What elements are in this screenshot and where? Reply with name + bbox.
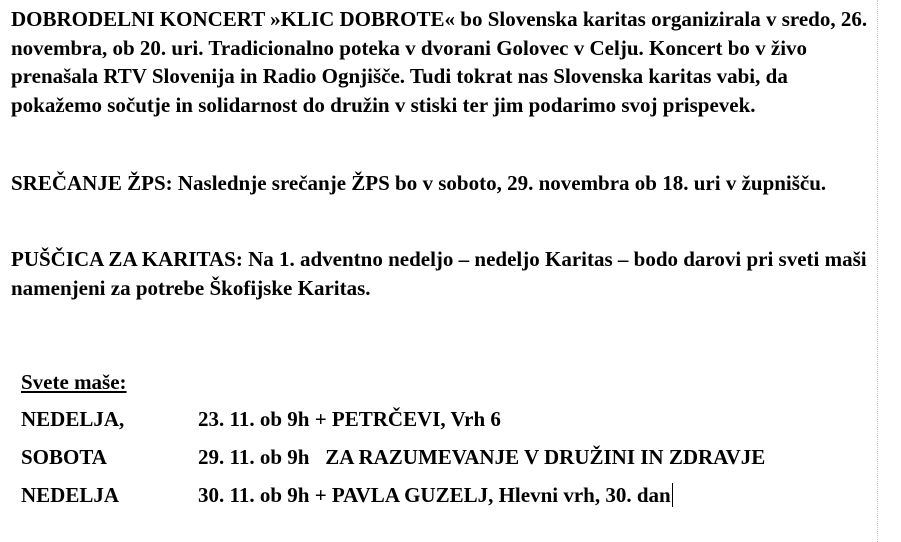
mass-row[interactable]	[21, 402, 881, 436]
paragraph-charity-concert[interactable]: DOBRODELNI KONCERT »KLIC DOBROTE« bo Slovenska karitas organizirala v sredo, 26. novembra, ob 20. uri. Tradicionalno poteka v dvorani Golovec v Celju. Koncert bo v živo prenašala RTV Slovenija in Radio Ognjišče. Tudi tokrat nas Slovenska karitas vabi, da pokažemo sočutje in solidarnost do družin v stiski ter jim podarimo svoj prispevek.	[11, 7, 868, 117]
mass-row[interactable]	[21, 440, 881, 474]
paragraph-zps-meeting[interactable]: SREČANJE ŽPS: Naslednje srečanje ŽPS bo v soboto, 29. novembra ob 18. uri v župnišču.	[11, 171, 827, 195]
mass-day: NEDELJA	[21, 483, 120, 507]
mass-detail: 29. 11. ob 9h ZA RAZUMEVANJE V DRUŽINI IN ZDRAVJE	[198, 445, 766, 469]
mass-detail: 23. 11. ob 9h + PETRČEVI, Vrh 6	[198, 407, 501, 431]
mass-detail-last	[198, 478, 673, 512]
text-cursor	[672, 483, 673, 507]
mass-day: SOBOTA	[21, 445, 107, 469]
mass-detail-text: 30. 11. ob 9h + PAVLA GUZELJ, Hlevni vrh, 30. dan	[198, 483, 671, 507]
masses-heading[interactable]: Svete maše:	[21, 370, 127, 394]
mass-day: NEDELJA,	[21, 407, 125, 431]
mass-row[interactable]	[21, 478, 881, 512]
paragraph-caritas-envelope[interactable]: PUŠČICA ZA KARITAS: Na 1. adventno nedeljo – nedeljo Karitas – bodo darovi pri sveti maši namenjeni za potrebe Škofijske Karitas.	[11, 247, 867, 300]
